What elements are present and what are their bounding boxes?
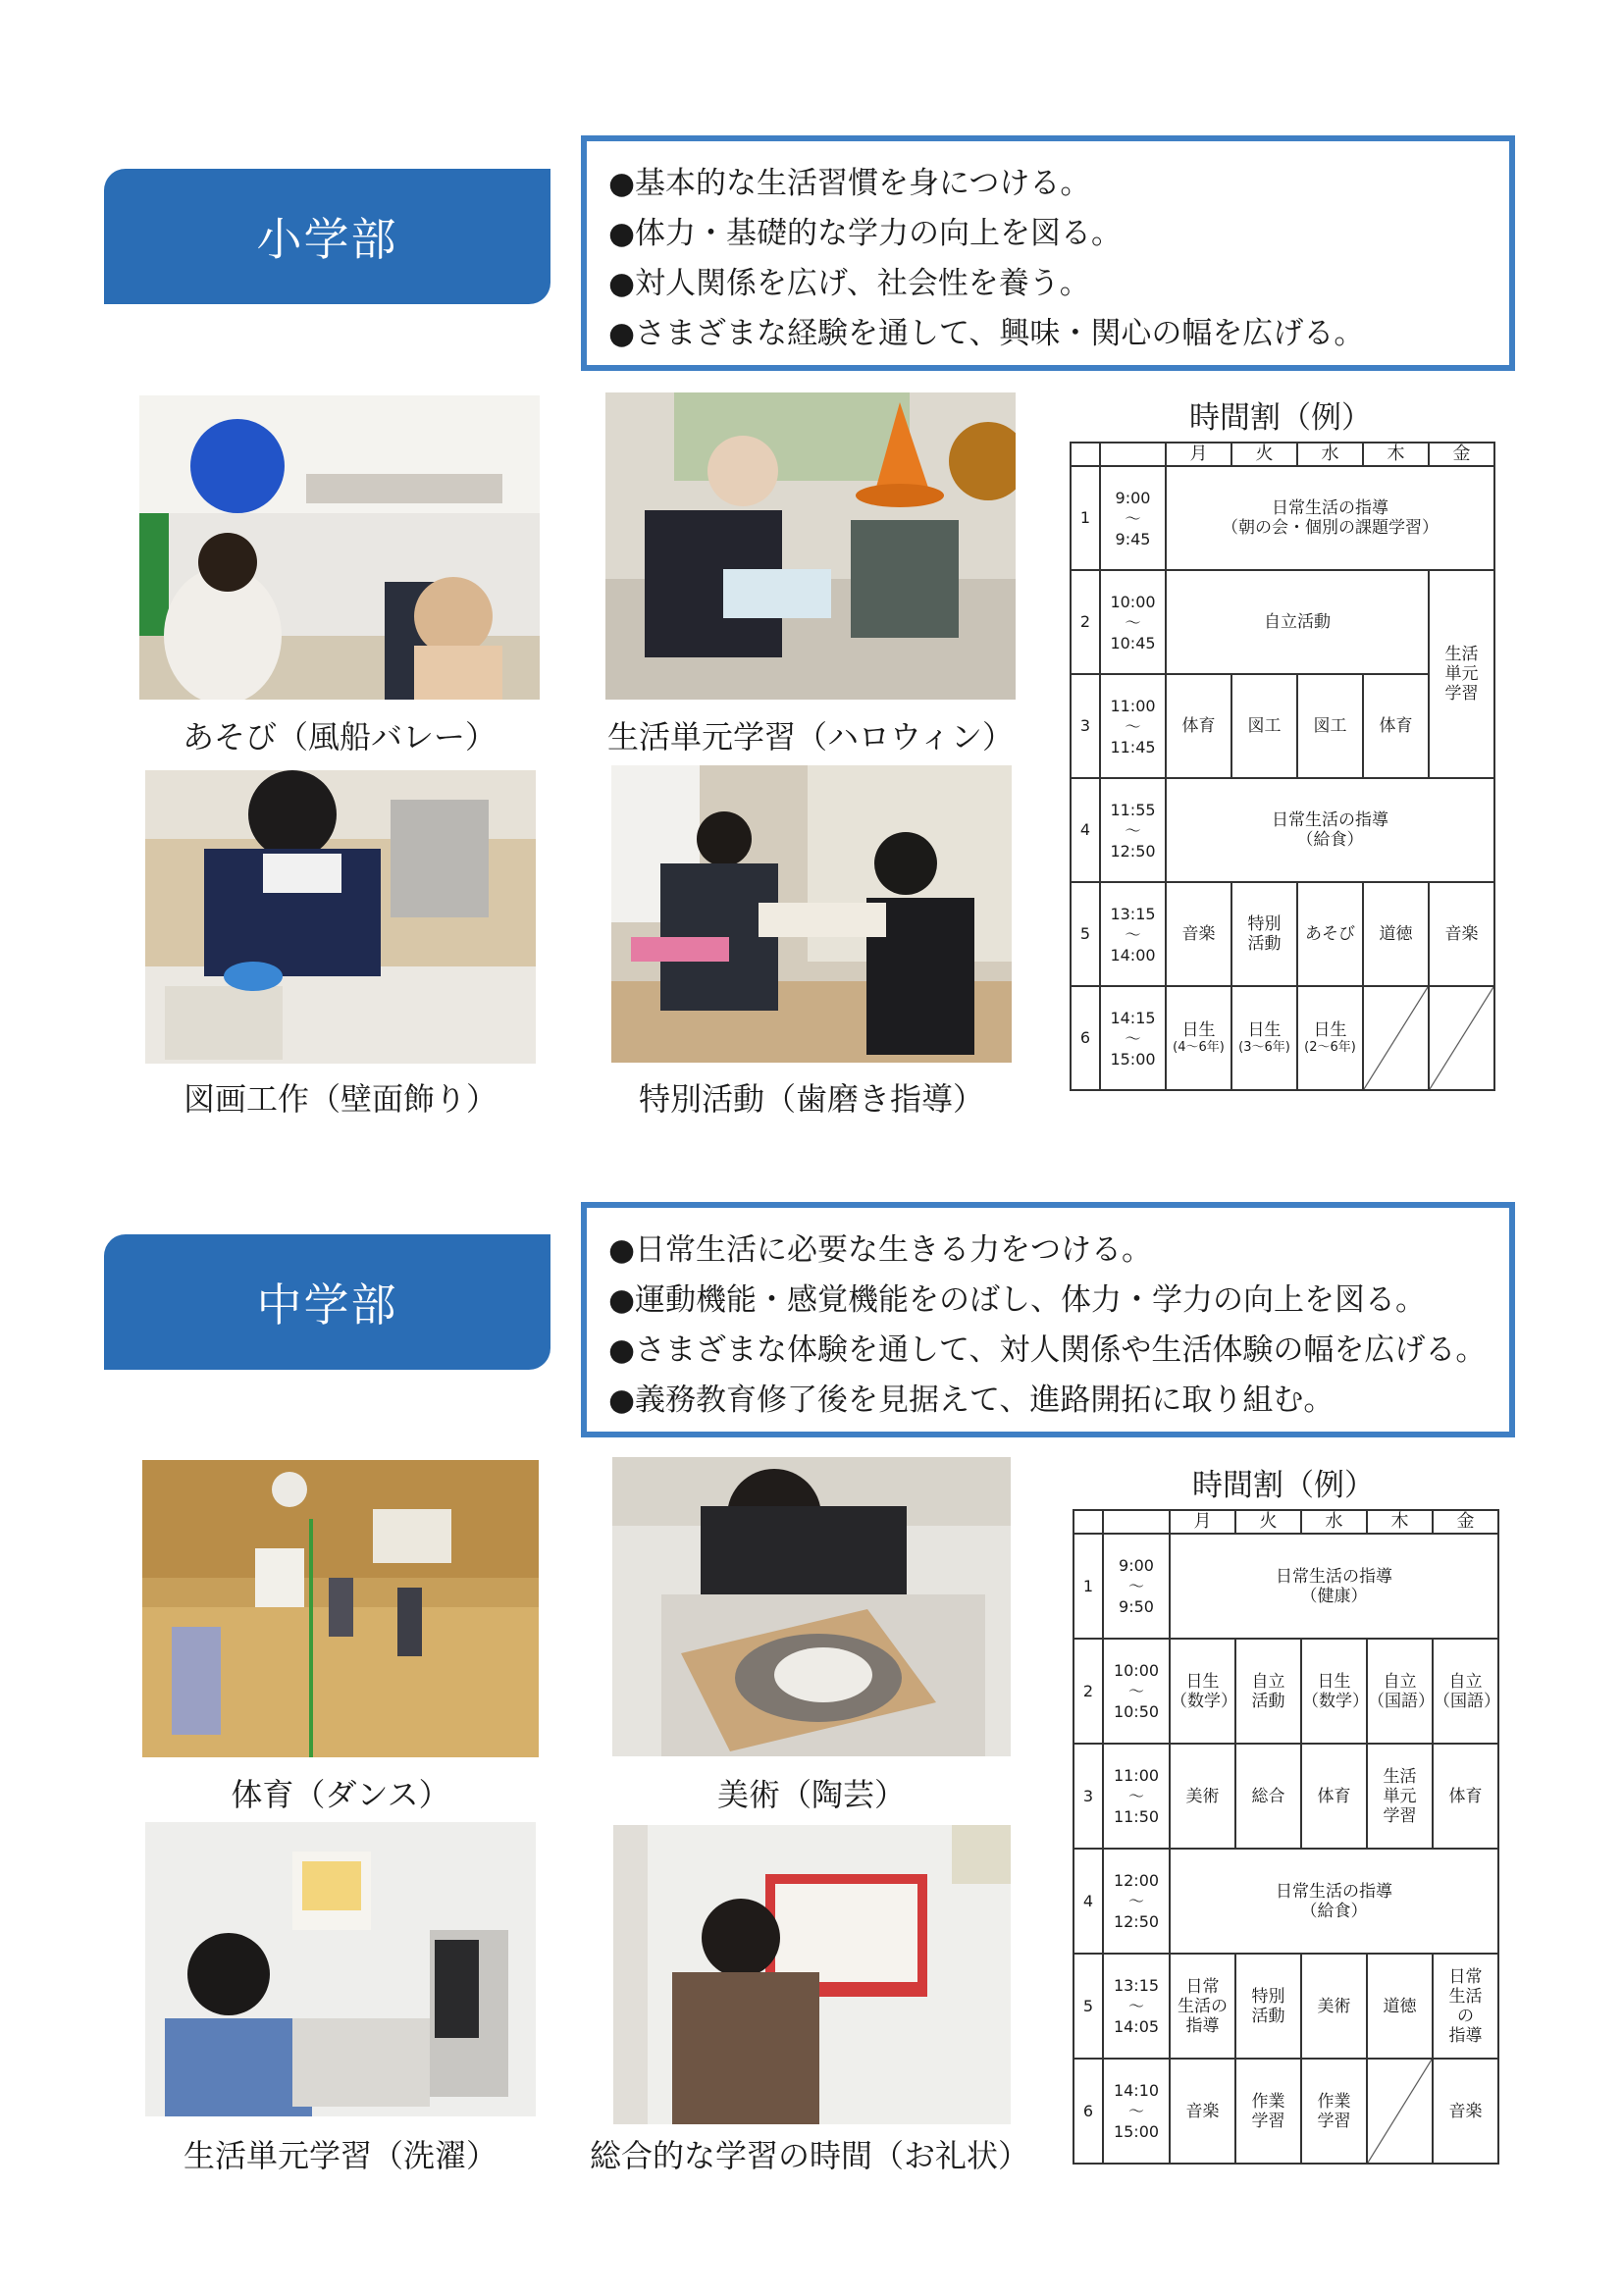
- period-number: 6: [1073, 2059, 1103, 2164]
- timetable-cell: 体育: [1433, 1744, 1498, 1849]
- junior-high-goal: ●義務教育修了後を見据えて、進路開拓に取り組む。: [608, 1383, 1335, 1418]
- subject: 日生: [1247, 1020, 1282, 1040]
- photo-caption: 生活単元学習（洗濯）: [183, 2137, 497, 2174]
- junior-high-department-tab: [104, 1234, 550, 1370]
- timetable-cell: あそび: [1297, 882, 1363, 986]
- day-header: 月: [1170, 1510, 1235, 1534]
- period-end: 10:50: [1113, 1702, 1160, 1721]
- timetable-cell: 作業 学習: [1235, 2059, 1301, 2164]
- timetable-cell: 体育: [1363, 674, 1429, 778]
- period-separator: ～: [1125, 716, 1141, 736]
- day-header: 金: [1429, 443, 1494, 466]
- timetable-cell: 体育: [1301, 1744, 1367, 1849]
- period-time: [1100, 570, 1166, 674]
- subject: 日生: [1313, 1020, 1347, 1040]
- period-time: [1103, 1849, 1170, 1954]
- timetable-cell: 図工: [1297, 674, 1363, 778]
- subject: 日生: [1181, 1020, 1216, 1040]
- timetable-cell: 図工: [1231, 674, 1297, 778]
- elementary-goal: ●さまざまな経験を通して、興味・関心の幅を広げる。: [608, 316, 1365, 351]
- timetable-cell: 特別 活動: [1231, 882, 1297, 986]
- empty-cell: [1429, 986, 1494, 1090]
- timetable-cell: 音楽: [1429, 882, 1494, 986]
- timetable-cell: 音楽: [1433, 2059, 1498, 2164]
- photo-wall-decoration: [145, 770, 536, 1064]
- timetable-cell: [1231, 986, 1297, 1090]
- period-number: 3: [1073, 1744, 1103, 1849]
- day-header: 木: [1367, 1510, 1433, 1534]
- photo-caption: あそび（風船バレー）: [182, 718, 497, 756]
- period-separator: ～: [1127, 1892, 1144, 1910]
- day-header: 木: [1363, 443, 1429, 466]
- photo-caption: 体育（ダンス）: [231, 1776, 450, 1813]
- period-separator: ～: [1125, 1028, 1141, 1048]
- timetable-cell: 生活 単元 学習: [1429, 570, 1494, 778]
- period-separator: ～: [1125, 612, 1141, 632]
- photo-caption: 図画工作（壁面飾り）: [183, 1080, 497, 1118]
- period-separator: ～: [1127, 1577, 1144, 1595]
- day-header: 水: [1301, 1510, 1367, 1534]
- elementary-goal: ●対人関係を広げ、社会性を養う。: [608, 266, 1090, 301]
- timetable-cell: 生活 単元 学習: [1367, 1744, 1433, 1849]
- period-start: 13:15: [1113, 1976, 1160, 1995]
- period-number: 5: [1073, 1954, 1103, 2059]
- period-start: 9:00: [1119, 1556, 1154, 1575]
- period-end: 10:45: [1110, 633, 1156, 652]
- period-end: 12:50: [1113, 1912, 1160, 1931]
- period-end: 12:50: [1110, 841, 1156, 861]
- period-number: 6: [1071, 986, 1100, 1090]
- timetable-cell: 作業 学習: [1301, 2059, 1367, 2164]
- timetable-cell: 体育: [1166, 674, 1231, 778]
- photo-tooth-brushing: [611, 765, 1012, 1063]
- timetable-cell: 自立 （国語）: [1433, 1639, 1498, 1744]
- day-header: 金: [1433, 1510, 1498, 1534]
- junior-high-timetable-title: 時間割（例）: [1192, 1468, 1375, 1503]
- period-number: 1: [1073, 1534, 1103, 1639]
- period-end: 9:50: [1119, 1597, 1154, 1616]
- timetable-cell: 音楽: [1166, 882, 1231, 986]
- photo-laundry: [145, 1822, 536, 2116]
- photo-caption: 総合的な学習の時間（お礼状）: [589, 2137, 1029, 2174]
- timetable-cell: [1166, 986, 1231, 1090]
- photo-caption: 生活単元学習（ハロウィン）: [606, 718, 1015, 756]
- period-time: [1100, 986, 1166, 1090]
- period-time: [1103, 1744, 1170, 1849]
- timetable-cell: 自立活動: [1166, 570, 1429, 674]
- day-header: 水: [1297, 443, 1363, 466]
- empty-cell: [1367, 2059, 1433, 2164]
- timetable-cell: 自立 （国語）: [1367, 1639, 1433, 1744]
- period-separator: ～: [1127, 1997, 1144, 2015]
- period-start: 10:00: [1113, 1661, 1160, 1680]
- elementary-goal: ●体力・基礎的な学力の向上を図る。: [608, 216, 1123, 251]
- period-separator: ～: [1125, 820, 1141, 840]
- junior-high-goal: ●さまざまな体験を通して、対人関係や生活体験の幅を広げる。: [608, 1332, 1487, 1368]
- period-end: 11:50: [1113, 1807, 1160, 1826]
- elementary-department-label: 小学部: [256, 213, 398, 266]
- grade-note: (3～6年): [1238, 1040, 1290, 1055]
- junior-high-goals-box: [581, 1202, 1515, 1437]
- timetable-cell: 日常生活の指導 （給食）: [1170, 1849, 1498, 1954]
- timetable-cell: 道徳: [1363, 882, 1429, 986]
- period-separator: ～: [1127, 1787, 1144, 1805]
- period-start: 12:00: [1113, 1871, 1160, 1890]
- photo-balloon-volleyball: [139, 395, 540, 700]
- elementary-goals-box: [581, 135, 1515, 371]
- junior-high-goal: ●日常生活に必要な生きる力をつける。: [608, 1232, 1153, 1268]
- period-number: 3: [1071, 674, 1100, 778]
- timetable-cell: 日常生活の指導 （朝の会・個別の課題学習）: [1166, 466, 1494, 570]
- period-start: 11:00: [1110, 696, 1156, 715]
- period-start: 11:55: [1110, 800, 1156, 819]
- elementary-timetable-title: 時間割（例）: [1189, 400, 1372, 436]
- period-number: 2: [1071, 570, 1100, 674]
- period-separator: ～: [1127, 1682, 1144, 1700]
- timetable-cell: 特別 活動: [1235, 1954, 1301, 2059]
- period-time: [1103, 1534, 1170, 1639]
- period-number: 4: [1073, 1849, 1103, 1954]
- timetable-cell: [1297, 986, 1363, 1090]
- junior-high-department-label: 中学部: [256, 1278, 398, 1331]
- period-end: 14:05: [1113, 2017, 1160, 2036]
- period-separator: ～: [1125, 508, 1141, 528]
- photo-caption: 特別活動（歯磨き指導）: [638, 1080, 984, 1118]
- period-number: 1: [1071, 466, 1100, 570]
- period-number: 4: [1071, 778, 1100, 882]
- photo-dance: [142, 1460, 539, 1757]
- period-separator: ～: [1127, 2102, 1144, 2120]
- timetable-cell: 道徳: [1367, 1954, 1433, 2059]
- period-time: [1103, 1954, 1170, 2059]
- period-separator: ～: [1125, 924, 1141, 944]
- timetable-cell: 自立 活動: [1235, 1639, 1301, 1744]
- period-start: 14:15: [1110, 1008, 1156, 1027]
- empty-cell: [1363, 986, 1429, 1090]
- timetable-cell: 美術: [1301, 1954, 1367, 2059]
- period-time: [1100, 466, 1166, 570]
- grade-note: (4～6年): [1173, 1040, 1225, 1055]
- period-start: 10:00: [1110, 592, 1156, 611]
- timetable-cell: 日常生活の指導 （健康）: [1170, 1534, 1498, 1639]
- period-end: 14:00: [1110, 945, 1156, 965]
- photo-halloween: [605, 392, 1016, 700]
- photo-caption: 美術（陶芸）: [716, 1776, 906, 1813]
- period-time: [1100, 674, 1166, 778]
- photo-pottery: [612, 1457, 1011, 1756]
- period-time: [1103, 1639, 1170, 1744]
- photo-thank-you-letter: [613, 1825, 1011, 2124]
- period-start: 13:15: [1110, 904, 1156, 923]
- period-time: [1100, 882, 1166, 986]
- timetable-cell: 音楽: [1170, 2059, 1235, 2164]
- period-time: [1100, 778, 1166, 882]
- timetable-cell: 日常 生活 の 指導: [1433, 1954, 1498, 2059]
- timetable-cell: 美術: [1170, 1744, 1235, 1849]
- grade-note: (2～6年): [1304, 1040, 1356, 1055]
- elementary-department-tab: [104, 169, 550, 304]
- junior-high-goal: ●運動機能・感覚機能をのばし、体力・学力の向上を図る。: [608, 1282, 1427, 1318]
- junior-high-timetable: [1073, 1509, 1499, 2165]
- timetable-cell: 日常生活の指導 （給食）: [1166, 778, 1494, 882]
- period-time: [1103, 2059, 1170, 2164]
- period-end: 15:00: [1113, 2122, 1160, 2141]
- elementary-goal: ●基本的な生活習慣を身につける。: [608, 166, 1091, 201]
- period-number: 5: [1071, 882, 1100, 986]
- elementary-timetable: [1070, 442, 1495, 1091]
- period-start: 14:10: [1113, 2081, 1160, 2100]
- timetable-cell: 日生 （数学）: [1301, 1639, 1367, 1744]
- period-number: 2: [1073, 1639, 1103, 1744]
- period-end: 9:45: [1115, 529, 1151, 548]
- day-header: 月: [1166, 443, 1231, 466]
- day-header: 火: [1235, 1510, 1301, 1534]
- period-start: 9:00: [1115, 488, 1151, 507]
- timetable-cell: 総合: [1235, 1744, 1301, 1849]
- period-start: 11:00: [1113, 1766, 1160, 1785]
- period-end: 11:45: [1110, 737, 1156, 757]
- timetable-cell: 日生 （数学）: [1170, 1639, 1235, 1744]
- day-header: 火: [1231, 443, 1297, 466]
- timetable-cell: 日常 生活の 指導: [1170, 1954, 1235, 2059]
- period-end: 15:00: [1110, 1049, 1156, 1069]
